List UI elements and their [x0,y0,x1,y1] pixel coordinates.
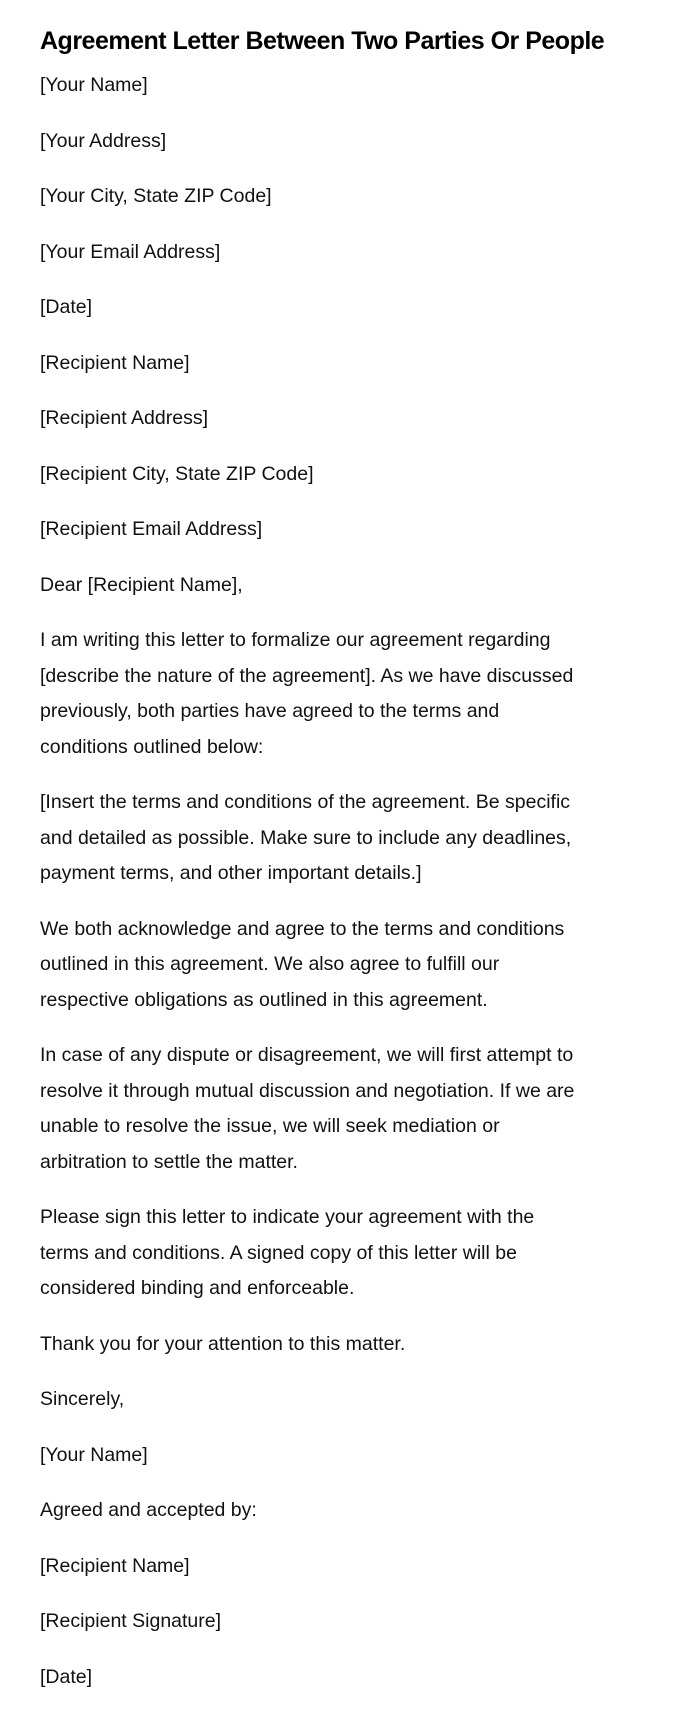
acceptance-date: [Date] [40,1665,93,1688]
body-line: respective obligations as outlined in this agreement. [40,988,488,1011]
body-line: Please sign this letter to indicate your agreement with the [40,1206,535,1228]
recipient-address: [Recipient Address] [40,407,209,429]
body-line: previously, both parties have agreed to the terms and [40,700,500,722]
body-line: Thank you for your attention to this matter. [40,1332,406,1355]
body-paragraph-terms [40,785,660,892]
body-line: terms and conditions. A signed copy of this letter will be [40,1241,517,1264]
sender-city: [Your City, State ZIP Code] [40,185,272,207]
body-line: outlined in this agreement. We also agree to fulfill our [40,953,500,975]
body-paragraph-acknowledge [40,912,660,1019]
body-paragraph-sign-request [40,1200,660,1307]
body-line: considered binding and enforceable. [40,1277,355,1299]
body-line: [Insert the terms and conditions of the agreement. Be specific [40,791,571,813]
acceptance-recipient-signature: [Recipient Signature] [40,1610,222,1632]
recipient-name: [Recipient Name] [40,351,190,374]
body-line: [describe the nature of the agreement]. As we have discussed [40,664,574,687]
signature-name: [Your Name] [40,1443,148,1466]
body-line: resolve it through mutual discussion and negotiation. If we are [40,1079,575,1102]
letter-document [40,24,660,1715]
acceptance-label: Agreed and accepted by: [40,1499,257,1521]
recipient-email: [Recipient Email Address] [40,518,263,540]
body-line: I am writing this letter to formalize our agreement regarding [40,629,551,651]
body-line: unable to resolve the issue, we will seek mediation or [40,1115,500,1137]
body-paragraph-dispute [40,1038,660,1180]
letter-date: [Date] [40,296,93,318]
body-line: We both acknowledge and agree to the terms and conditions [40,917,565,940]
salutation: Dear [Recipient Name], [40,573,243,596]
body-line: and detailed as possible. Make sure to include any deadlines, [40,826,572,849]
recipient-city: [Recipient City, State ZIP Code] [40,462,314,485]
closing: Sincerely, [40,1388,125,1410]
body-paragraph-intro [40,623,660,765]
letter-title: Agreement Letter Between Two Parties Or People [40,27,605,55]
body-line: conditions outlined below: [40,735,264,758]
acceptance-recipient-name: [Recipient Name] [40,1554,190,1577]
body-line: In case of any dispute or disagreement, we will first attempt to [40,1044,574,1066]
body-paragraph-thanks [40,1327,660,1363]
body-line: payment terms, and other important details.] [40,862,422,884]
sender-name: [Your Name] [40,74,148,96]
body-line: arbitration to settle the matter. [40,1150,298,1173]
sender-address: [Your Address] [40,129,167,152]
sender-email: [Your Email Address] [40,240,221,263]
